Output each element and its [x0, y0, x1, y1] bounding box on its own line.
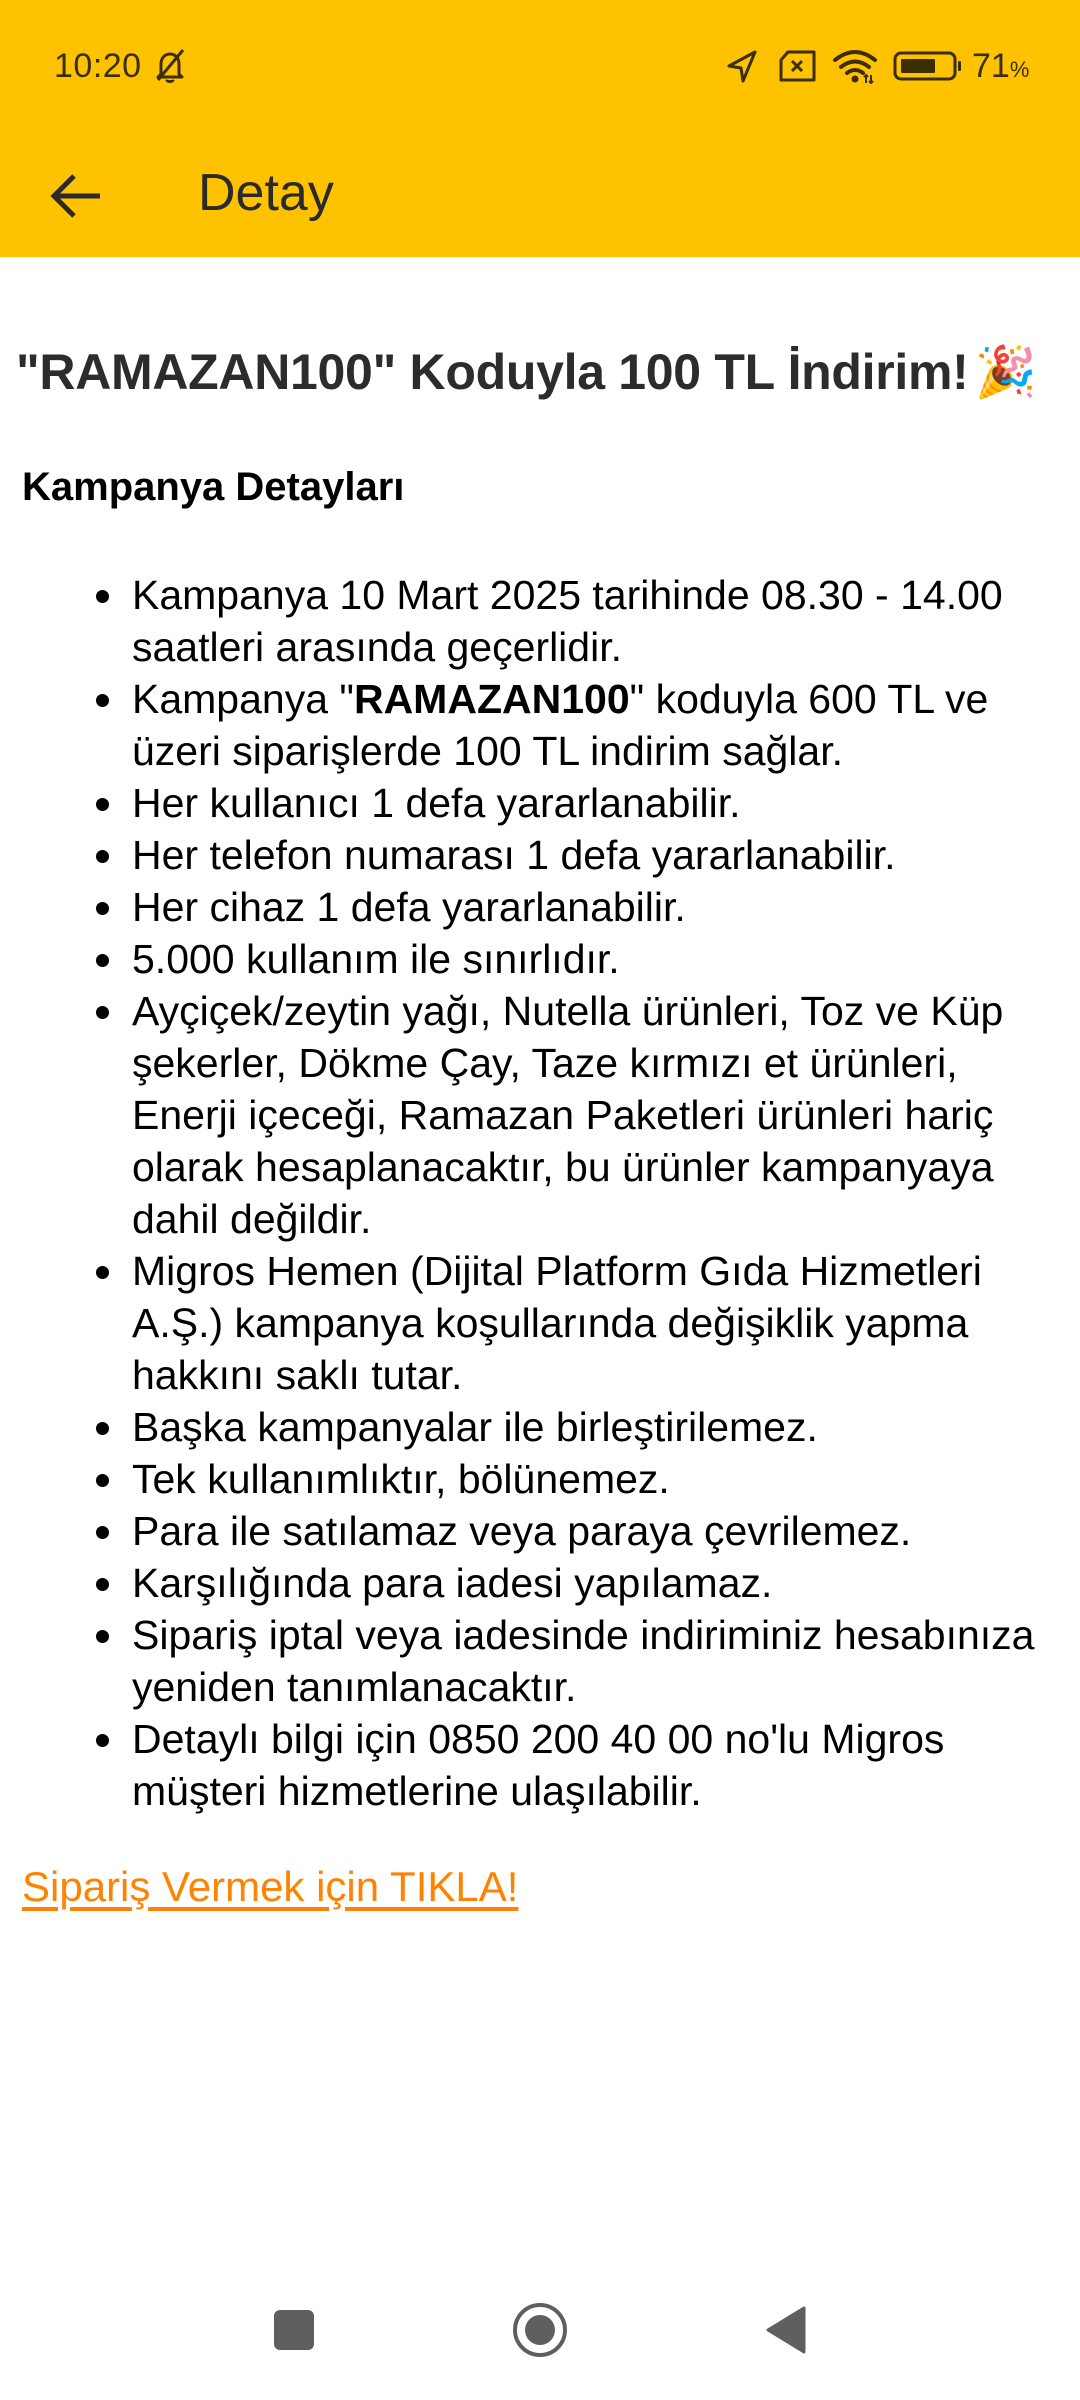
status-bar — [0, 0, 1080, 130]
term-text: Her cihaz 1 defa yararlanabilir. — [132, 884, 686, 930]
bullet-icon — [96, 954, 109, 967]
bullet-icon — [96, 1734, 109, 1747]
status-time: 10:20 — [54, 47, 142, 85]
list-item — [0, 1401, 1080, 1453]
battery-percent — [972, 46, 1029, 90]
term-text: Başka kampanyalar ile birleştirilemez. — [132, 1404, 818, 1450]
term-text: Her kullanıcı 1 defa yararlanabilir. — [132, 780, 741, 826]
term-text: 5.000 kullanım ile sınırlıdır. — [132, 936, 620, 982]
page-title: Detay — [198, 164, 334, 222]
term-text: Kampanya " — [132, 676, 354, 722]
term-text: Ayçiçek/zeytin yağı, Nutella ürünleri, Toz ve Küp şekerler, Dökme Çay, Taze kırmızı et ürünleri, Enerji içeceği, Ramazan Paketleri ürünleri hariç olarak hesaplanacaktır, bu ürünler kampanyaya dahil değildir. — [132, 988, 1004, 1242]
back-button[interactable] — [28, 148, 124, 244]
list-item — [0, 1609, 1080, 1713]
bullet-icon — [96, 1526, 109, 1539]
bullet-icon — [96, 850, 109, 863]
bullet-icon — [96, 798, 109, 811]
list-item — [0, 1453, 1080, 1505]
campaign-title — [16, 337, 1080, 407]
nav-back-button[interactable] — [736, 2290, 836, 2370]
bullet-icon — [96, 1630, 109, 1643]
back-triangle-icon — [764, 2305, 808, 2355]
battery-percent-suffix: % — [1009, 57, 1030, 82]
recents-button[interactable] — [244, 2290, 344, 2370]
bullet-icon — [96, 1474, 109, 1487]
list-item — [0, 569, 1080, 673]
list-item — [0, 881, 1080, 933]
term-text: Para ile satılamaz veya paraya çevrilemez. — [132, 1508, 912, 1554]
home-button[interactable] — [490, 2290, 590, 2370]
party-popper-icon: 🎉 — [974, 344, 1037, 400]
term-text: Detaylı bilgi için 0850 200 40 00 no'lu Migros müşteri hizmetlerine ulaşılabilir. — [132, 1716, 945, 1814]
bullet-icon — [96, 1422, 109, 1435]
bullet-icon — [96, 590, 109, 603]
list-item — [0, 1245, 1080, 1401]
term-text: Karşılığında para iadesi yapılamaz. — [132, 1560, 773, 1606]
recents-square-icon — [272, 2308, 316, 2352]
top-bar — [0, 0, 1080, 257]
list-item — [0, 1713, 1080, 1817]
wifi-icon — [830, 46, 880, 86]
promo-code: RAMAZAN100 — [353, 676, 630, 722]
campaign-title-text: "RAMAZAN100" Koduyla 100 TL İndirim! — [16, 344, 969, 400]
list-item — [0, 1505, 1080, 1557]
bullet-icon — [96, 1266, 109, 1279]
arrow-left-icon — [48, 172, 104, 220]
term-text: Her telefon numarası 1 defa yararlanabilir. — [132, 832, 896, 878]
battery-percent-value: 71 — [972, 47, 1010, 85]
section-heading: Kampanya Detayları — [22, 465, 405, 509]
bullet-icon — [96, 902, 109, 915]
terms-list — [0, 569, 1080, 1817]
list-item — [0, 1557, 1080, 1609]
battery-icon — [892, 46, 966, 86]
no-sim-icon — [776, 46, 820, 86]
order-link[interactable]: Sipariş Vermek için TIKLA! — [22, 1863, 519, 1910]
list-item — [0, 985, 1080, 1245]
system-nav-bar — [0, 2260, 1080, 2400]
bullet-icon — [96, 694, 109, 707]
home-circle-icon — [512, 2302, 568, 2358]
location-arrow-icon — [722, 46, 762, 86]
list-item — [0, 673, 1080, 777]
list-item — [0, 829, 1080, 881]
list-item — [0, 777, 1080, 829]
term-text: Kampanya 10 Mart 2025 tarihinde 08.30 - 14.00 saatleri arasında geçerlidir. — [132, 572, 1003, 670]
bullet-icon — [96, 1578, 109, 1591]
term-text: Tek kullanımlıktır, bölünemez. — [132, 1456, 670, 1502]
app-bar — [0, 130, 1080, 257]
term-text: " koduyla 600 TL ve üzeri siparişlerde 100 TL indirim sağlar. — [132, 676, 989, 774]
bullet-icon — [96, 1006, 109, 1019]
term-text: Migros Hemen (Dijital Platform Gıda Hizmetleri A.Ş.) kampanya koşullarında değişiklik yapma hakkını saklı tutar. — [132, 1248, 982, 1398]
bell-muted-icon — [150, 46, 190, 86]
term-text: Sipariş iptal veya iadesinde indiriminiz hesabınıza yeniden tanımlanacaktır. — [132, 1612, 1035, 1710]
list-item — [0, 933, 1080, 985]
